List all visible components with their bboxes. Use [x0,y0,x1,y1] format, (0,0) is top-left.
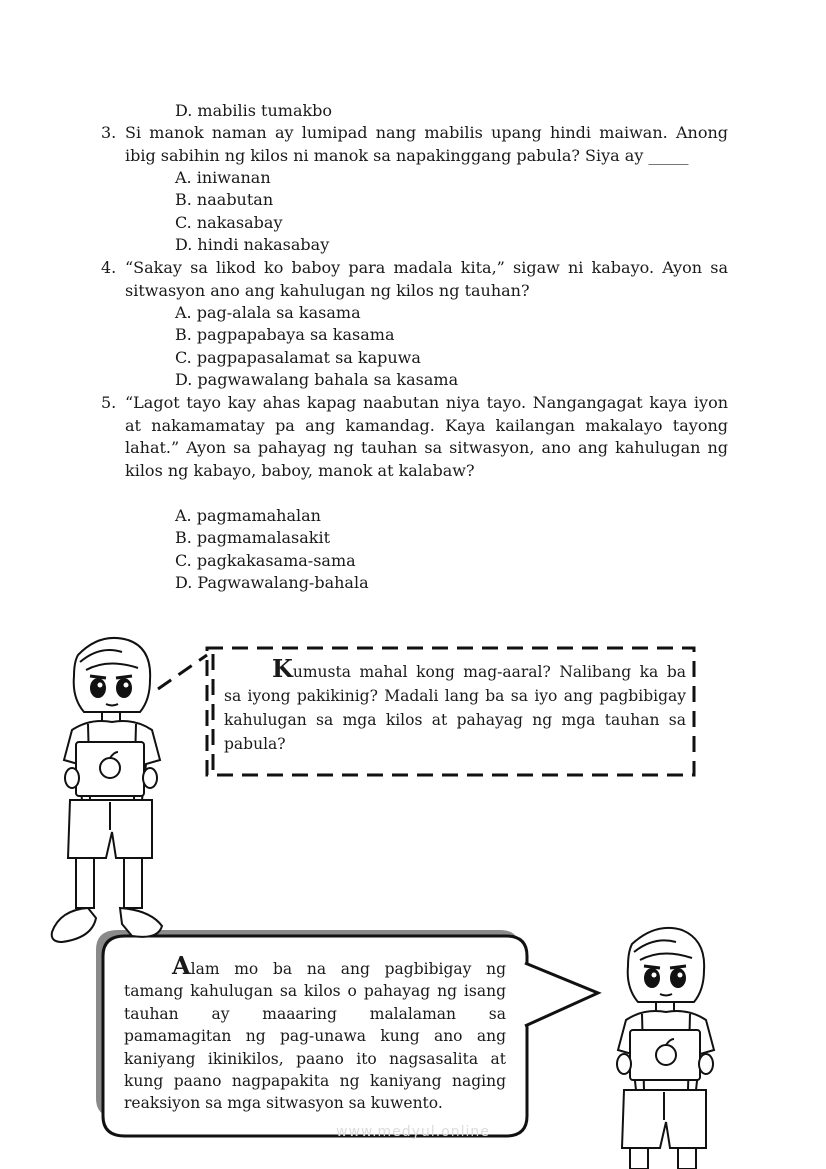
q5-number: 5. [101,393,117,412]
q5-option-b: B. pagmamalasakit [175,528,331,547]
bubble-top-initial: K [272,654,293,683]
q3-option-a: A. iniwanan [175,168,271,187]
bubble-bottom-body: lam mo ba na ang pagbibigay ng tamang kahulugan sa kilos o pahayag ng isang tauhan ay maaaring malalaman sa pamamagitan ng pag-unawa kung ano ang kaniyang ikinikilos, paano ito nagsasalita at kung paano nagpapakita ng kaniyang naging reaksiyon sa mga sitwasyon sa kuwento. [124,960,506,1113]
q3-option-d: D. hindi nakasabay [175,235,330,254]
q4-text: “Sakay sa likod ko baboy para madala kita,” sigaw ni kabayo. Ayon sa sitwasyon ano ang kahulugan ng kilos ng tauhan? [125,258,728,300]
q5-option-d: D. Pagwawalang-bahala [175,573,369,592]
bubble-top-text [224,654,686,756]
bubble-bottom-text [124,951,506,1115]
q3-number: 3. [101,123,117,142]
boy-figure-left [52,638,162,942]
q3-option-c: C. nakasabay [175,213,283,232]
watermark: www.medyul.online [336,1124,490,1140]
q5-option-c: C. pagkakasama-sama [175,551,356,570]
q3-text: Si manok naman ay lumipad nang mabilis upang hindi maiwan. Anong ibig sabihin ng kilos ni manok sa napakinggang pabula? Siya ay _____ [125,123,728,165]
q4-number: 4. [101,258,117,277]
q4-option-d: D. pagwawalang bahala sa kasama [175,370,459,389]
q3-option-b: B. naabutan [175,190,274,209]
q5-text: “Lagot tayo kay ahas kapag naabutan niya tayo. Nangangagat kaya iyon at nakamamatay pa ang kamandag. Kaya kailangan makalayo tayong lahat.” Ayon sa pahayag ng tauhan sa sitwasyon, ano ang kahulugan ng kilos ng kabayo, baboy, manok at kalabaw? [125,393,728,480]
q2-option-d: D. mabilis tumakbo [175,101,333,120]
boy-figure-right [617,928,714,1169]
q4-option-c: C. pagpapasalamat sa kapuwa [175,348,421,367]
bubble-top-body: umusta mahal kong mag-aaral? Nalibang ka ba sa iyong pakikinig? Madali lang ba sa iyo ang pagbibigay kahulugan sa mga kilos at pahayag ng mga tauhan sa pabula? [224,663,686,753]
bubble-bottom-initial: A [172,951,191,980]
q4-option-a: A. pag-alala sa kasama [175,303,361,322]
q4-option-b: B. pagpapabaya sa kasama [175,325,395,344]
q5-option-a: A. pagmamahalan [175,506,321,525]
